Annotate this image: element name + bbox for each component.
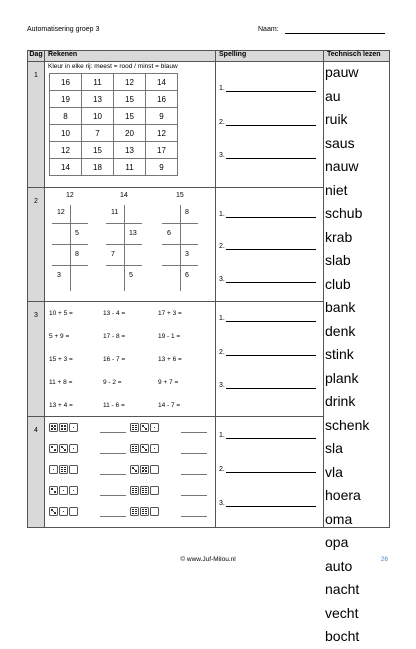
- reading-word: oma: [325, 510, 353, 527]
- sum-exercise: 15 + 3 =: [49, 356, 73, 363]
- dice-pip: [135, 429, 137, 431]
- grid-cell: 10: [82, 108, 114, 125]
- sum-exercise: 9 - 2 =: [103, 379, 122, 386]
- spelling-answer-line: [219, 381, 316, 389]
- grid-cell: 14: [146, 74, 178, 91]
- dice-pip: [145, 428, 147, 430]
- split-right-number: 13: [129, 230, 137, 237]
- grid-cell: 13: [82, 91, 114, 108]
- dice-icon: [59, 444, 68, 453]
- rekenen-day-2: [45, 188, 216, 302]
- spelling-answer-line: [219, 465, 316, 473]
- spelling-number: 1.: [219, 211, 225, 218]
- split-divider: [180, 205, 181, 291]
- dice-pip: [54, 428, 56, 430]
- grid-cell: 7: [82, 125, 114, 142]
- footer-copyright: © www.Juf-Milou.nl: [180, 556, 236, 563]
- dice-icon: [59, 423, 68, 432]
- grid-cell: 9: [146, 159, 178, 176]
- rekenen-day-4: [45, 417, 216, 528]
- dice-icon: [130, 507, 139, 516]
- number-grid: [49, 73, 178, 176]
- grid-cell: 12: [50, 142, 82, 159]
- reading-word: bank: [325, 299, 356, 315]
- grid-cell: 19: [50, 91, 82, 108]
- writing-line: [226, 242, 316, 250]
- writing-line: [226, 210, 316, 218]
- grid-cell: 15: [114, 108, 146, 125]
- grid-cell: 20: [114, 125, 146, 142]
- spelling-number: 2.: [219, 466, 225, 473]
- dice-icon: [69, 507, 78, 516]
- reading-word: nacht: [325, 581, 360, 597]
- grid-cell: 9: [146, 108, 178, 125]
- dice-pip: [54, 425, 56, 427]
- spelling-answer-line: [219, 275, 316, 283]
- sum-exercise: 13 + 4 =: [49, 402, 73, 409]
- rekenen-day-3: [45, 302, 216, 417]
- sum-exercise: 11 - 6 =: [103, 402, 125, 409]
- sum-exercise: 11 + 8 =: [49, 379, 73, 386]
- spelling-number: 3.: [219, 500, 225, 507]
- sum-exercise: 5 + 9 =: [49, 333, 70, 340]
- spelling-number: 2.: [219, 119, 225, 126]
- spelling-day-2: [216, 188, 324, 302]
- dice-pip: [154, 448, 156, 450]
- dice-icon: [130, 444, 139, 453]
- sum-exercise: 16 - 7 =: [103, 356, 126, 363]
- dice-pip: [154, 427, 156, 429]
- split-right-number: 6: [185, 272, 189, 279]
- dice-icon: [59, 507, 68, 516]
- spelling-day-1: [216, 62, 324, 188]
- dice-pip: [142, 492, 144, 494]
- dice-icon: [49, 486, 58, 495]
- reading-word: ruik: [325, 111, 348, 127]
- reading-word: nauw: [325, 158, 359, 174]
- split-left-number: 11: [111, 209, 119, 216]
- split-left-number: 6: [167, 230, 171, 237]
- split-row-line: [162, 244, 198, 245]
- spelling-answer-line: [219, 242, 316, 250]
- dice-pip: [64, 471, 66, 473]
- spelling-number: 1.: [219, 432, 225, 439]
- split-row-line: [106, 244, 142, 245]
- dice-pip: [51, 428, 53, 430]
- spelling-answer-line: [219, 151, 316, 159]
- answer-line: [100, 495, 126, 496]
- dice-group: [130, 423, 159, 432]
- reading-word: vecht: [325, 604, 359, 621]
- dice-pip: [145, 492, 147, 494]
- sum-exercise: 17 - 8 =: [103, 333, 126, 340]
- split-divider: [70, 205, 71, 291]
- dice-pip: [64, 425, 66, 427]
- grid-cell: 17: [146, 142, 178, 159]
- sum-exercise: 17 + 3 =: [158, 310, 182, 317]
- dice-icon: [130, 465, 139, 474]
- split-right-number: 5: [75, 230, 79, 237]
- reading-word: niet: [325, 181, 348, 198]
- grid-row: [50, 74, 178, 91]
- day-3: 3: [28, 302, 45, 417]
- split-left-number: 12: [57, 209, 65, 216]
- dice-pip: [142, 513, 144, 515]
- dice-pip: [64, 428, 66, 430]
- answer-line: [181, 474, 207, 475]
- dice-pip: [132, 513, 134, 515]
- dice-icon: [49, 423, 58, 432]
- dice-pip: [73, 427, 75, 429]
- col-technisch: Technisch lezen: [324, 51, 390, 62]
- writing-line: [226, 314, 316, 322]
- split-row-line: [106, 223, 142, 224]
- spelling-number: 3.: [219, 276, 225, 283]
- dice-icon: [49, 507, 58, 516]
- reading-word: auto: [325, 557, 353, 574]
- grid-cell: 10: [50, 125, 82, 142]
- dice-group: [49, 507, 78, 516]
- writing-line: [226, 465, 316, 473]
- dice-pip: [54, 491, 56, 493]
- dice-icon: [150, 507, 159, 516]
- dice-pip: [135, 492, 137, 494]
- reading-word: club: [325, 275, 351, 292]
- dice-icon: [130, 423, 139, 432]
- spelling-answer-line: [219, 348, 316, 356]
- spelling-answer-line: [219, 499, 316, 507]
- sum-exercise: 13 + 6 =: [158, 356, 182, 363]
- dice-group: [130, 507, 159, 516]
- answer-line: [181, 432, 207, 433]
- dice-pip: [51, 488, 53, 490]
- dice-pip: [54, 512, 56, 514]
- grid-row: [50, 91, 178, 108]
- dice-icon: [49, 444, 58, 453]
- dice-icon: [140, 486, 149, 495]
- dice-pip: [145, 449, 147, 451]
- split-left-number: 7: [111, 251, 115, 258]
- dice-icon: [130, 486, 139, 495]
- answer-line: [100, 453, 126, 454]
- dice-group: [49, 423, 78, 432]
- split-row-line: [52, 265, 88, 266]
- grid-row: [50, 159, 178, 176]
- dice-icon: [59, 486, 68, 495]
- name-label: Naam:: [258, 26, 279, 33]
- dice-icon: [69, 486, 78, 495]
- dice-icon: [49, 465, 58, 474]
- split-right-number: 8: [75, 251, 79, 258]
- split-right-number: 8: [185, 209, 189, 216]
- dice-pip: [54, 449, 56, 451]
- reading-word: hoera: [325, 487, 361, 503]
- writing-line: [226, 84, 316, 92]
- reading-word: opa: [325, 534, 349, 550]
- dice-icon: [150, 465, 159, 474]
- spelling-answer-line: [219, 431, 316, 439]
- writing-line: [226, 275, 316, 283]
- dice-pip: [132, 450, 134, 452]
- grid-row: [50, 142, 178, 159]
- split-row-line: [106, 265, 142, 266]
- rekenen-day-1: [45, 62, 216, 188]
- dice-pip: [142, 470, 144, 472]
- grid-cell: 11: [114, 159, 146, 176]
- dice-icon: [69, 444, 78, 453]
- writing-line: [226, 499, 316, 507]
- dice-pip: [61, 425, 63, 427]
- grid-cell: 15: [82, 142, 114, 159]
- writing-line: [226, 431, 316, 439]
- dice-pip: [145, 467, 147, 469]
- answer-line: [100, 432, 126, 433]
- spelling-number: 3.: [219, 152, 225, 159]
- grid-row: [50, 108, 178, 125]
- day-1: 1: [28, 62, 45, 188]
- col-rekenen: Rekenen: [45, 51, 216, 62]
- spelling-day-3: [216, 302, 324, 417]
- dice-pip: [73, 448, 75, 450]
- grid-cell: 16: [146, 91, 178, 108]
- reading-word: stink: [325, 346, 354, 362]
- dice-icon: [140, 423, 149, 432]
- dice-group: [49, 465, 78, 474]
- reading-word: au: [325, 87, 341, 104]
- spelling-number: 3.: [219, 382, 225, 389]
- split-row-line: [162, 265, 198, 266]
- reading-word: vla: [325, 463, 343, 480]
- dice-group: [130, 486, 159, 495]
- spelling-answer-line: [219, 210, 316, 218]
- split-top-number: 12: [66, 192, 74, 199]
- dice-icon: [150, 423, 159, 432]
- writing-line: [226, 118, 316, 126]
- split-left-number: 3: [57, 272, 61, 279]
- grid-cell: 12: [114, 74, 146, 91]
- dice-pip: [145, 470, 147, 472]
- split-divider: [124, 205, 125, 291]
- reading-word: sla: [325, 440, 343, 456]
- reading-word: schenk: [325, 416, 370, 433]
- grid-row: [50, 125, 178, 142]
- writing-line: [226, 348, 316, 356]
- sum-exercise: 9 + 7 =: [158, 379, 179, 386]
- split-row-line: [52, 223, 88, 224]
- sum-exercise: 14 - 7 =: [158, 402, 181, 409]
- dice-group: [130, 465, 159, 474]
- answer-line: [100, 516, 126, 517]
- sum-exercise: 19 - 1 =: [158, 333, 181, 340]
- dice-icon: [59, 465, 68, 474]
- spelling-number: 1.: [219, 85, 225, 92]
- dice-pip: [51, 446, 53, 448]
- dice-pip: [53, 469, 55, 471]
- dice-pip: [63, 511, 65, 513]
- grid-cell: 18: [82, 159, 114, 176]
- dice-pip: [135, 450, 137, 452]
- dice-pip: [61, 428, 63, 430]
- sum-exercise: 13 - 4 =: [103, 310, 126, 317]
- reading-word: slab: [325, 252, 351, 268]
- dice-pip: [135, 470, 137, 472]
- worksheet-title: Automatisering groep 3: [27, 26, 100, 33]
- dice-pip: [145, 513, 147, 515]
- split-row-line: [162, 223, 198, 224]
- spelling-number: 2.: [219, 243, 225, 250]
- dice-pip: [63, 490, 65, 492]
- dice-group: [130, 444, 159, 453]
- dice-icon: [140, 507, 149, 516]
- col-spelling: Spelling: [216, 51, 324, 62]
- dice-icon: [69, 465, 78, 474]
- dice-icon: [69, 423, 78, 432]
- reading-word: bocht: [325, 628, 360, 644]
- writing-line: [226, 151, 316, 159]
- writing-line: [226, 381, 316, 389]
- day-2: 2: [28, 188, 45, 302]
- answer-line: [181, 495, 207, 496]
- reading-word: schub: [325, 205, 363, 221]
- page-number: 26: [380, 556, 388, 563]
- dice-pip: [73, 490, 75, 492]
- dice-pip: [64, 449, 66, 451]
- dice-icon: [150, 486, 159, 495]
- split-top-number: 15: [176, 192, 184, 199]
- dice-pip: [132, 492, 134, 494]
- split-right-number: 3: [185, 251, 189, 258]
- dice-icon: [140, 444, 149, 453]
- dice-group: [49, 486, 78, 495]
- split-top-number: 14: [120, 192, 128, 199]
- dice-icon: [140, 465, 149, 474]
- dice-pip: [61, 471, 63, 473]
- day-4: 4: [28, 417, 45, 528]
- dice-group: [49, 444, 78, 453]
- name-line: [285, 33, 385, 34]
- reading-word: saus: [325, 134, 355, 151]
- reading-word: drink: [325, 393, 356, 409]
- grid-cell: 11: [82, 74, 114, 91]
- split-row-line: [52, 244, 88, 245]
- reading-word: pauw: [325, 64, 359, 80]
- grid-cell: 12: [146, 125, 178, 142]
- split-right-number: 5: [129, 272, 133, 279]
- dice-icon: [150, 444, 159, 453]
- col-dag: Dag: [28, 51, 45, 62]
- spelling-answer-line: [219, 314, 316, 322]
- grid-cell: 8: [50, 108, 82, 125]
- spelling-number: 2.: [219, 349, 225, 356]
- reading-word: krab: [325, 228, 353, 245]
- color-instruction: Kleur in elke rij: meest = rood / minst = blauw: [48, 63, 178, 70]
- grid-cell: 13: [114, 142, 146, 159]
- grid-cell: 14: [50, 159, 82, 176]
- dice-pip: [135, 513, 137, 515]
- answer-line: [181, 453, 207, 454]
- spelling-answer-line: [219, 84, 316, 92]
- spelling-day-4: [216, 417, 324, 528]
- answer-line: [100, 474, 126, 475]
- spelling-number: 1.: [219, 315, 225, 322]
- reading-word: denk: [325, 322, 356, 339]
- dice-pip: [132, 429, 134, 431]
- grid-cell: 15: [114, 91, 146, 108]
- sum-exercise: 10 + 5 =: [49, 310, 73, 317]
- reading-word: plank: [325, 369, 359, 386]
- grid-cell: 16: [50, 74, 82, 91]
- answer-line: [181, 516, 207, 517]
- spelling-answer-line: [219, 118, 316, 126]
